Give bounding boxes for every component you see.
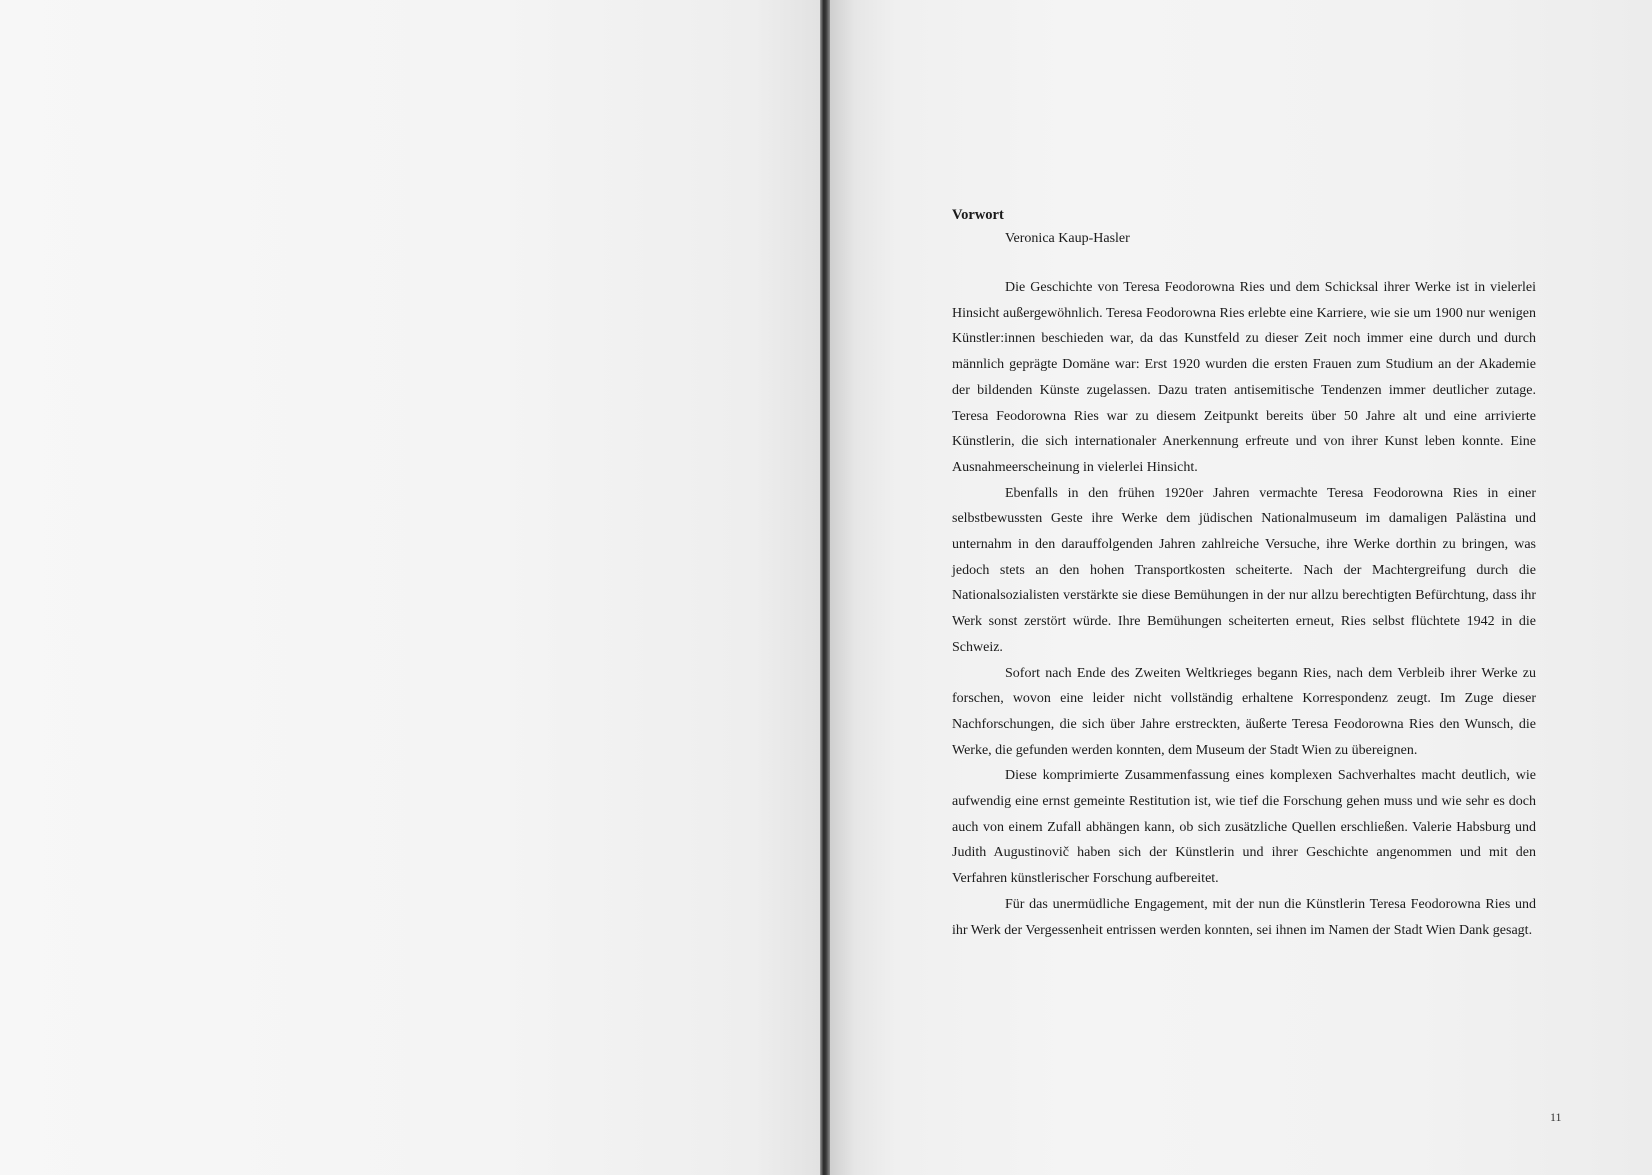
paragraph-5: Für das unermüdliche Engagement, mit der nun die Künstlerin Teresa Feodorowna Ries und ihr Werk der Vergessenheit entrissen werden konnten, sei ihnen im Namen der Stadt Wien Dank gesagt. — [952, 896, 1536, 938]
paragraph-2: Ebenfalls in den frühen 1920er Jahren vermachte Teresa Feodorowna Ries in einer selbstbewussten Geste ihre Werke dem jüdischen Nationalmuseum im damaligen Palästina und unternahm in den darauffolgenden Jahren zahlreiche Versuche, ihre Werke dorthin zu bringen, was jedoch stets an den hohen Transportkosten scheiterte. Nach der Machtergreifung durch die Nationalsozialisten verstärkte sie diese Bemühungen in der nur allzu berechtigten Befürchtung, dass ihr Werk sonst zerstört würde. Ihre Bemühungen scheiterten erneut, Ries selbst flüchtete 1942 in die Schweiz. — [952, 485, 1536, 655]
body-text — [952, 275, 1536, 943]
book-gutter — [820, 0, 830, 1175]
section-heading: Vorwort — [952, 207, 1004, 223]
right-page — [830, 0, 1652, 1175]
text-block — [952, 205, 1536, 943]
left-page-blank — [0, 0, 820, 1175]
paragraph-4: Diese komprimierte Zusammenfassung eines komplexen Sachverhaltes macht deutlich, wie aufwendig eine ernst gemeinte Restitution ist, wie tief die Forschung gehen muss und wie sehr es doch auch von einem Zufall abhängen kann, ob sich zusätzliche Quellen erschließen. Valerie Habsburg und Judith Augustinovič haben sich der Künstlerin und ihrer Geschichte angenommen und mit den Verfahren künstlerischer Forschung aufbereitet. — [952, 768, 1536, 887]
paragraph-3: Sofort nach Ende des Zweiten Weltkrieges begann Ries, nach dem Verbleib ihrer Werke zu forschen, wovon eine leider nicht vollständig erhaltene Korrespondenz zeugt. Im Zuge dieser Nachforschungen, die sich über Jahre erstreckten, äußerte Teresa Feodorowna Ries den Wunsch, die Werke, die gefunden werden konnten, dem Museum der Stadt Wien zu übereignen. — [952, 665, 1536, 758]
author-name: Veronica Kaup-Hasler — [1005, 231, 1130, 246]
paragraph-1: Die Geschichte von Teresa Feodorowna Ries und dem Schicksal ihrer Werke ist in vielerlei Hinsicht außergewöhnlich. Teresa Feodorowna Ries erlebte eine Karriere, wie sie um 1900 nur wenigen Künstler:innen beschieden war, da das Kunstfeld zu dieser Zeit noch immer eine durch und durch männlich geprägte Domäne war: Erst 1920 wurden die ersten Frauen zum Studium an der Akademie der bildenden Künste zugelassen. Dazu traten antisemitische Tendenzen immer deutlicher zutage. Teresa Feodorowna Ries war zu diesem Zeitpunkt bereits über 50 Jahre alt und eine arrivierte Künstlerin, die sich internationaler Anerkennung erfreute und von ihrer Kunst leben konnte. Eine Ausnahmeerscheinung in vielerlei Hinsicht. — [952, 280, 1536, 475]
page-number: 11 — [1550, 1110, 1562, 1124]
